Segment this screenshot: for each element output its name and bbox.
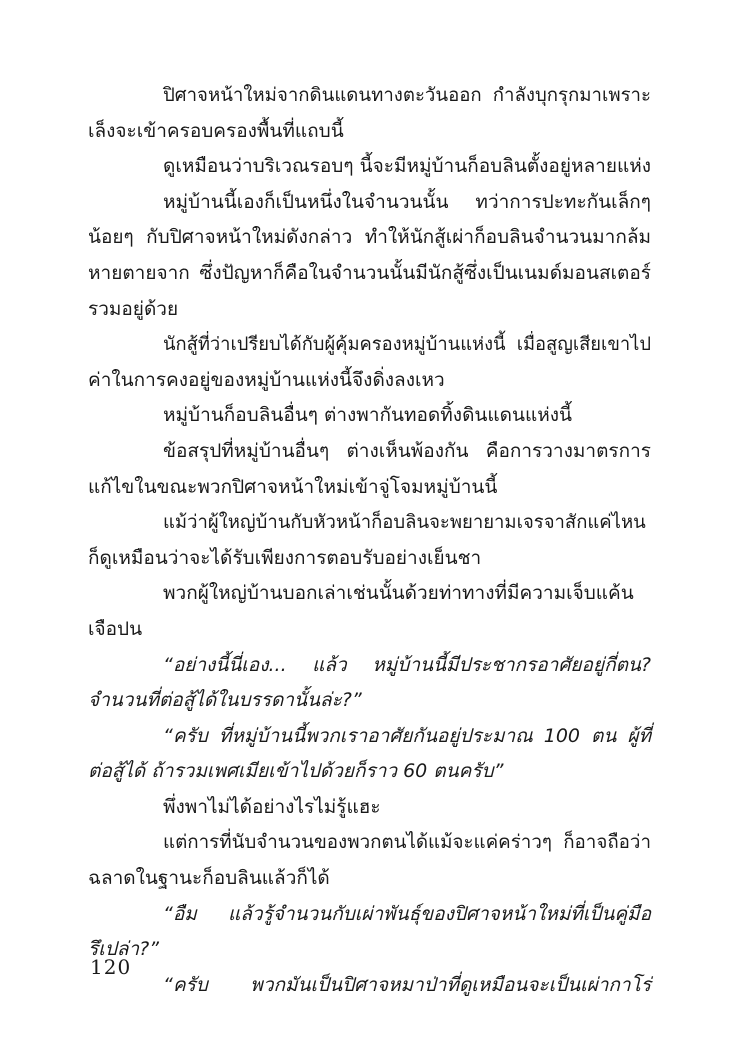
text-line: รวมอยู่ด้วย xyxy=(88,297,179,320)
page-number: 120 xyxy=(90,955,132,979)
text-line: เล็งจะเข้าครอบครองพื้นที่แถบนี้ xyxy=(88,119,344,142)
text-line: “ครับ ที่หมู่บ้านนี้พวกเราอาศัยกันอยู่ประมาณ 100 ตน ผู้ที่ xyxy=(163,724,651,747)
text-line: หมู่บ้านนี้เองก็เป็นหนึ่งในจำนวนนั้น ทว่าการปะทะกันเล็กๆ xyxy=(163,190,651,213)
text-line: ก็ดูเหมือนว่าจะได้รับเพียงการตอบรับอย่างเย็นชา xyxy=(88,546,482,569)
text-line: “อืม แล้วรู้จำนวนกับเผ่าพันธุ์ของปิศาจหน้าใหม่ที่เป็นคู่มือ xyxy=(163,902,651,925)
text-line: หายตายจาก ซึ่งปัญหาก็คือในจำนวนนั้นมีนักสู้ซึ่งเป็นเนมด์มอนสเตอร์ xyxy=(88,261,651,284)
text-line: น้อยๆ กับปิศาจหน้าใหม่ดังกล่าว ทำให้นักสู้เผ่าก็อบลินจำนวนมากล้ม xyxy=(88,226,651,249)
text-line: แต่การที่นับจำนวนของพวกตนได้แม้จะแค่คร่าวๆ ก็อาจถือว่า xyxy=(163,832,651,854)
text-line: ฉลาดในฐานะก็อบลินแล้วก็ได้ xyxy=(88,867,330,890)
body-text xyxy=(88,78,651,1003)
text-line: “ครับ พวกมันเป็นปิศาจหมาป่าที่ดูเหมือนจะเป็นเผ่ากาโร่ xyxy=(163,973,651,996)
text-line: พึ่งพาไม่ได้อย่างไรไม่รู้แฮะ xyxy=(163,795,381,818)
text-line: จำนวนที่ต่อสู้ได้ในบรรดานั้นล่ะ?” xyxy=(88,689,362,712)
text-line: แม้ว่าผู้ใหญ่บ้านกับหัวหน้าก็อบลินจะพยายามเจรจาสักแค่ไหน xyxy=(163,512,646,534)
text-line: หมู่บ้านก็อบลินอื่นๆ ต่างพากันทอดทิ้งดินแดนแห่งนี้ xyxy=(163,404,573,427)
text-line: ค่าในการคงอยู่ของหมู่บ้านแห่งนี้จึงดิ่งลงเหว xyxy=(88,368,445,391)
text-line: ดูเหมือนว่าบริเวณรอบๆ นี้จะมีหมู่บ้านก็อบลินตั้งอยู่หลายแห่ง xyxy=(163,155,651,178)
text-line: ปิศาจหน้าใหม่จากดินแดนทางตะวันออก กำลังบุกรุกมาเพราะ xyxy=(163,85,651,106)
text-line: นักสู้ที่ว่าเปรียบได้กับผู้คุ้มครองหมู่บ้านแห่งนี้ เมื่อสูญเสียเขาไป xyxy=(163,334,651,356)
text-line: เจือปน xyxy=(88,617,143,640)
text-line: รึเปล่า?” xyxy=(88,938,159,961)
text-line: “อย่างนี้นี่เอง... แล้ว หมู่บ้านนี้มีประชากรอาศัยอยู่กี่ตน? xyxy=(163,653,651,676)
text-line: แก้ไขในขณะพวกปิศาจหน้าใหม่เข้าจู่โจมหมู่บ้านนี้ xyxy=(88,475,498,498)
text-line: ต่อสู้ได้ ถ้ารวมเพศเมียเข้าไปด้วยก็ราว 60 ตนครับ” xyxy=(88,760,504,783)
text-line: ข้อสรุปที่หมู่บ้านอื่นๆ ต่างเห็นพ้องกัน คือการวางมาตรการ xyxy=(163,439,651,462)
text-line: พวกผู้ใหญ่บ้านบอกเล่าเช่นนั้นด้วยท่าทางที่มีความเจ็บแค้น xyxy=(163,582,634,605)
